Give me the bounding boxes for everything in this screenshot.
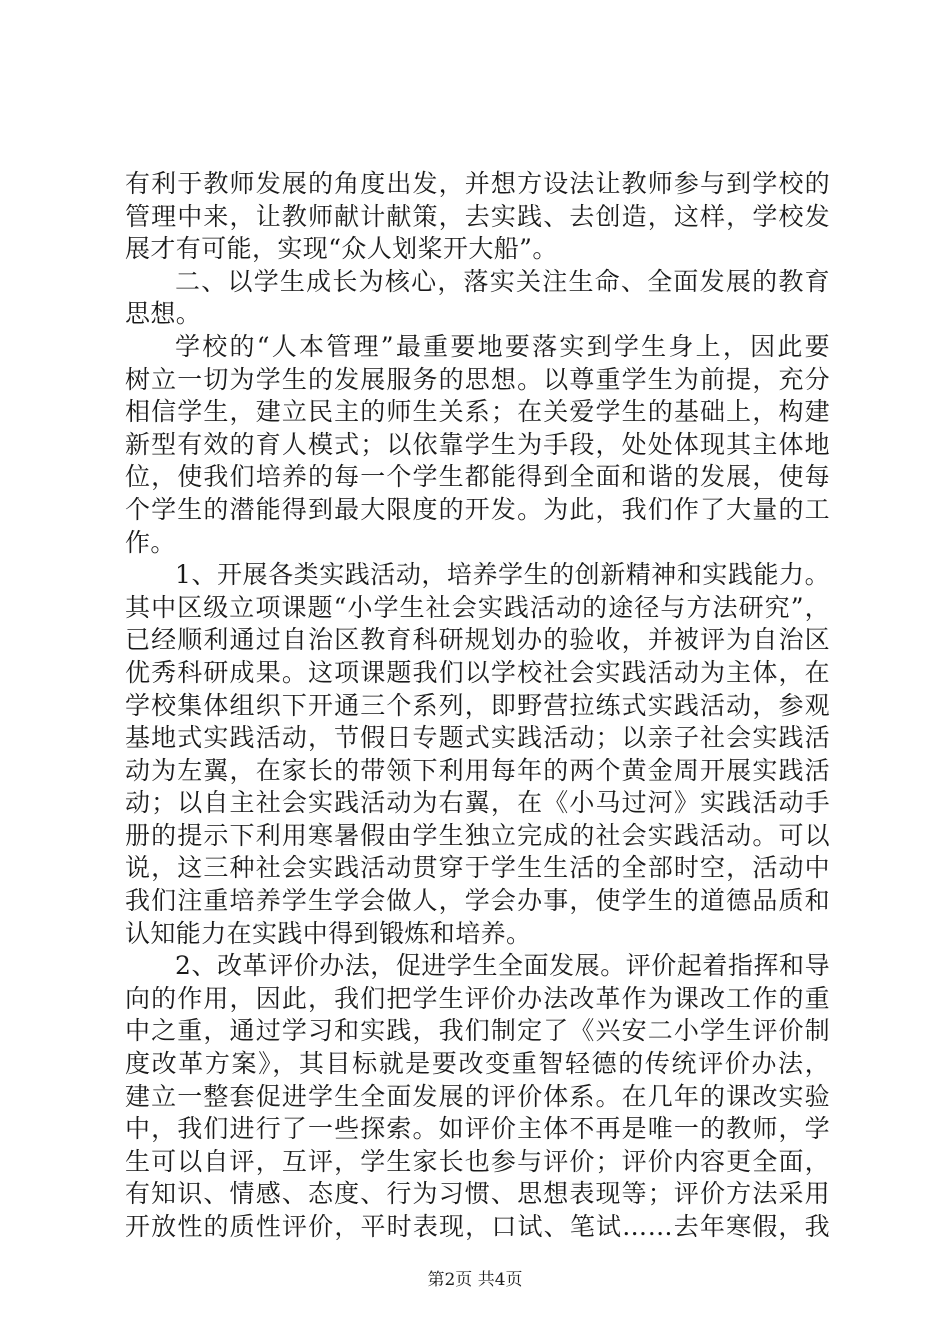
text-line: 1、开展各类实践活动，培养学生的创新精神和实践能力。 <box>175 560 830 590</box>
text-line: 管理中来，让教师献计献策，去实践、去创造，这样，学校发 <box>125 201 830 231</box>
text-line: 册的提示下利用寒暑假由学生独立完成的社会实践活动。可以 <box>125 820 830 850</box>
body-text <box>125 168 830 1244</box>
text-line: 动；以自主社会实践活动为右翼，在《小马过河》实践活动手 <box>125 788 830 818</box>
text-line: 中之重，通过学习和实践，我们制定了《兴安二小学生评价制 <box>125 1016 830 1046</box>
text-line: 度改革方案》，其目标就是要改变重智轻德的传统评价办法， <box>125 1049 830 1079</box>
text-line: 学校集体组织下开通三个系列，即野营拉练式实践活动，参观 <box>125 690 830 720</box>
text-line: 优秀科研成果。这项课题我们以学校社会实践活动为主体，在 <box>125 657 830 687</box>
text-line: 新型有效的育人模式；以依靠学生为手段，处处体现其主体地 <box>125 429 830 459</box>
text-line: 说，这三种社会实践活动贯穿于学生生活的全部时空，活动中 <box>125 853 830 883</box>
page-number-footer: 第2页 共4页 <box>427 1270 523 1290</box>
text-line: 生可以自评，互评，学生家长也参与评价；评价内容更全面， <box>125 1146 830 1176</box>
text-line: 向的作用，因此，我们把学生评价办法改革作为课改工作的重 <box>125 983 830 1013</box>
text-line: 建立一整套促进学生全面发展的评价体系。在几年的课改实验 <box>125 1081 830 1111</box>
text-line: 位，使我们培养的每一个学生都能得到全面和谐的发展，使每 <box>125 462 830 492</box>
text-line: 有利于教师发展的角度出发，并想方设法让教师参与到学校的 <box>125 169 830 198</box>
text-line: 学校的“人本管理”最重要地要落实到学生身上，因此要 <box>175 331 830 361</box>
text-line: 基地式实践活动，节假日专题式实践活动；以亲子社会实践活 <box>125 723 830 753</box>
text-line: 相信学生，建立民主的师生关系；在关爱学生的基础上，构建 <box>125 397 830 427</box>
text-line: 动为左翼，在家长的带领下利用每年的两个黄金周开展实践活 <box>125 755 830 785</box>
text-line: 中，我们进行了一些探索。如评价主体不再是唯一的教师，学 <box>125 1114 830 1144</box>
text-line: 有知识、情感、态度、行为习惯、思想表现等；评价方法采用 <box>125 1179 830 1209</box>
text-line: 树立一切为学生的发展服务的思想。以尊重学生为前提，充分 <box>125 364 830 394</box>
section-heading-line: 二、以学生成长为核心，落实关注生命、全面发展的教育 <box>175 266 830 296</box>
text-line: 个学生的潜能得到最大限度的开发。为此，我们作了大量的工 <box>125 494 830 524</box>
text-line: 其中区级立项课题“小学生社会实践活动的途径与方法研究”， <box>125 592 830 622</box>
section-heading-line: 思想。 <box>125 299 202 329</box>
text-line: 认知能力在实践中得到锻炼和培养。 <box>125 918 532 948</box>
text-line: 作。 <box>125 527 176 557</box>
text-line: 展才有可能，实现“众人划桨开大船”。 <box>125 234 558 264</box>
text-line: 开放性的质性评价，平时表现，口试、笔试……去年寒假，我 <box>125 1212 830 1241</box>
text-line: 2、改革评价办法，促进学生全面发展。评价起着指挥和导 <box>175 951 830 981</box>
text-line: 我们注重培养学生学会做人，学会办事，使学生的道德品质和 <box>125 886 830 916</box>
text-line: 已经顺利通过自治区教育科研规划办的验收，并被评为自治区 <box>125 625 830 655</box>
